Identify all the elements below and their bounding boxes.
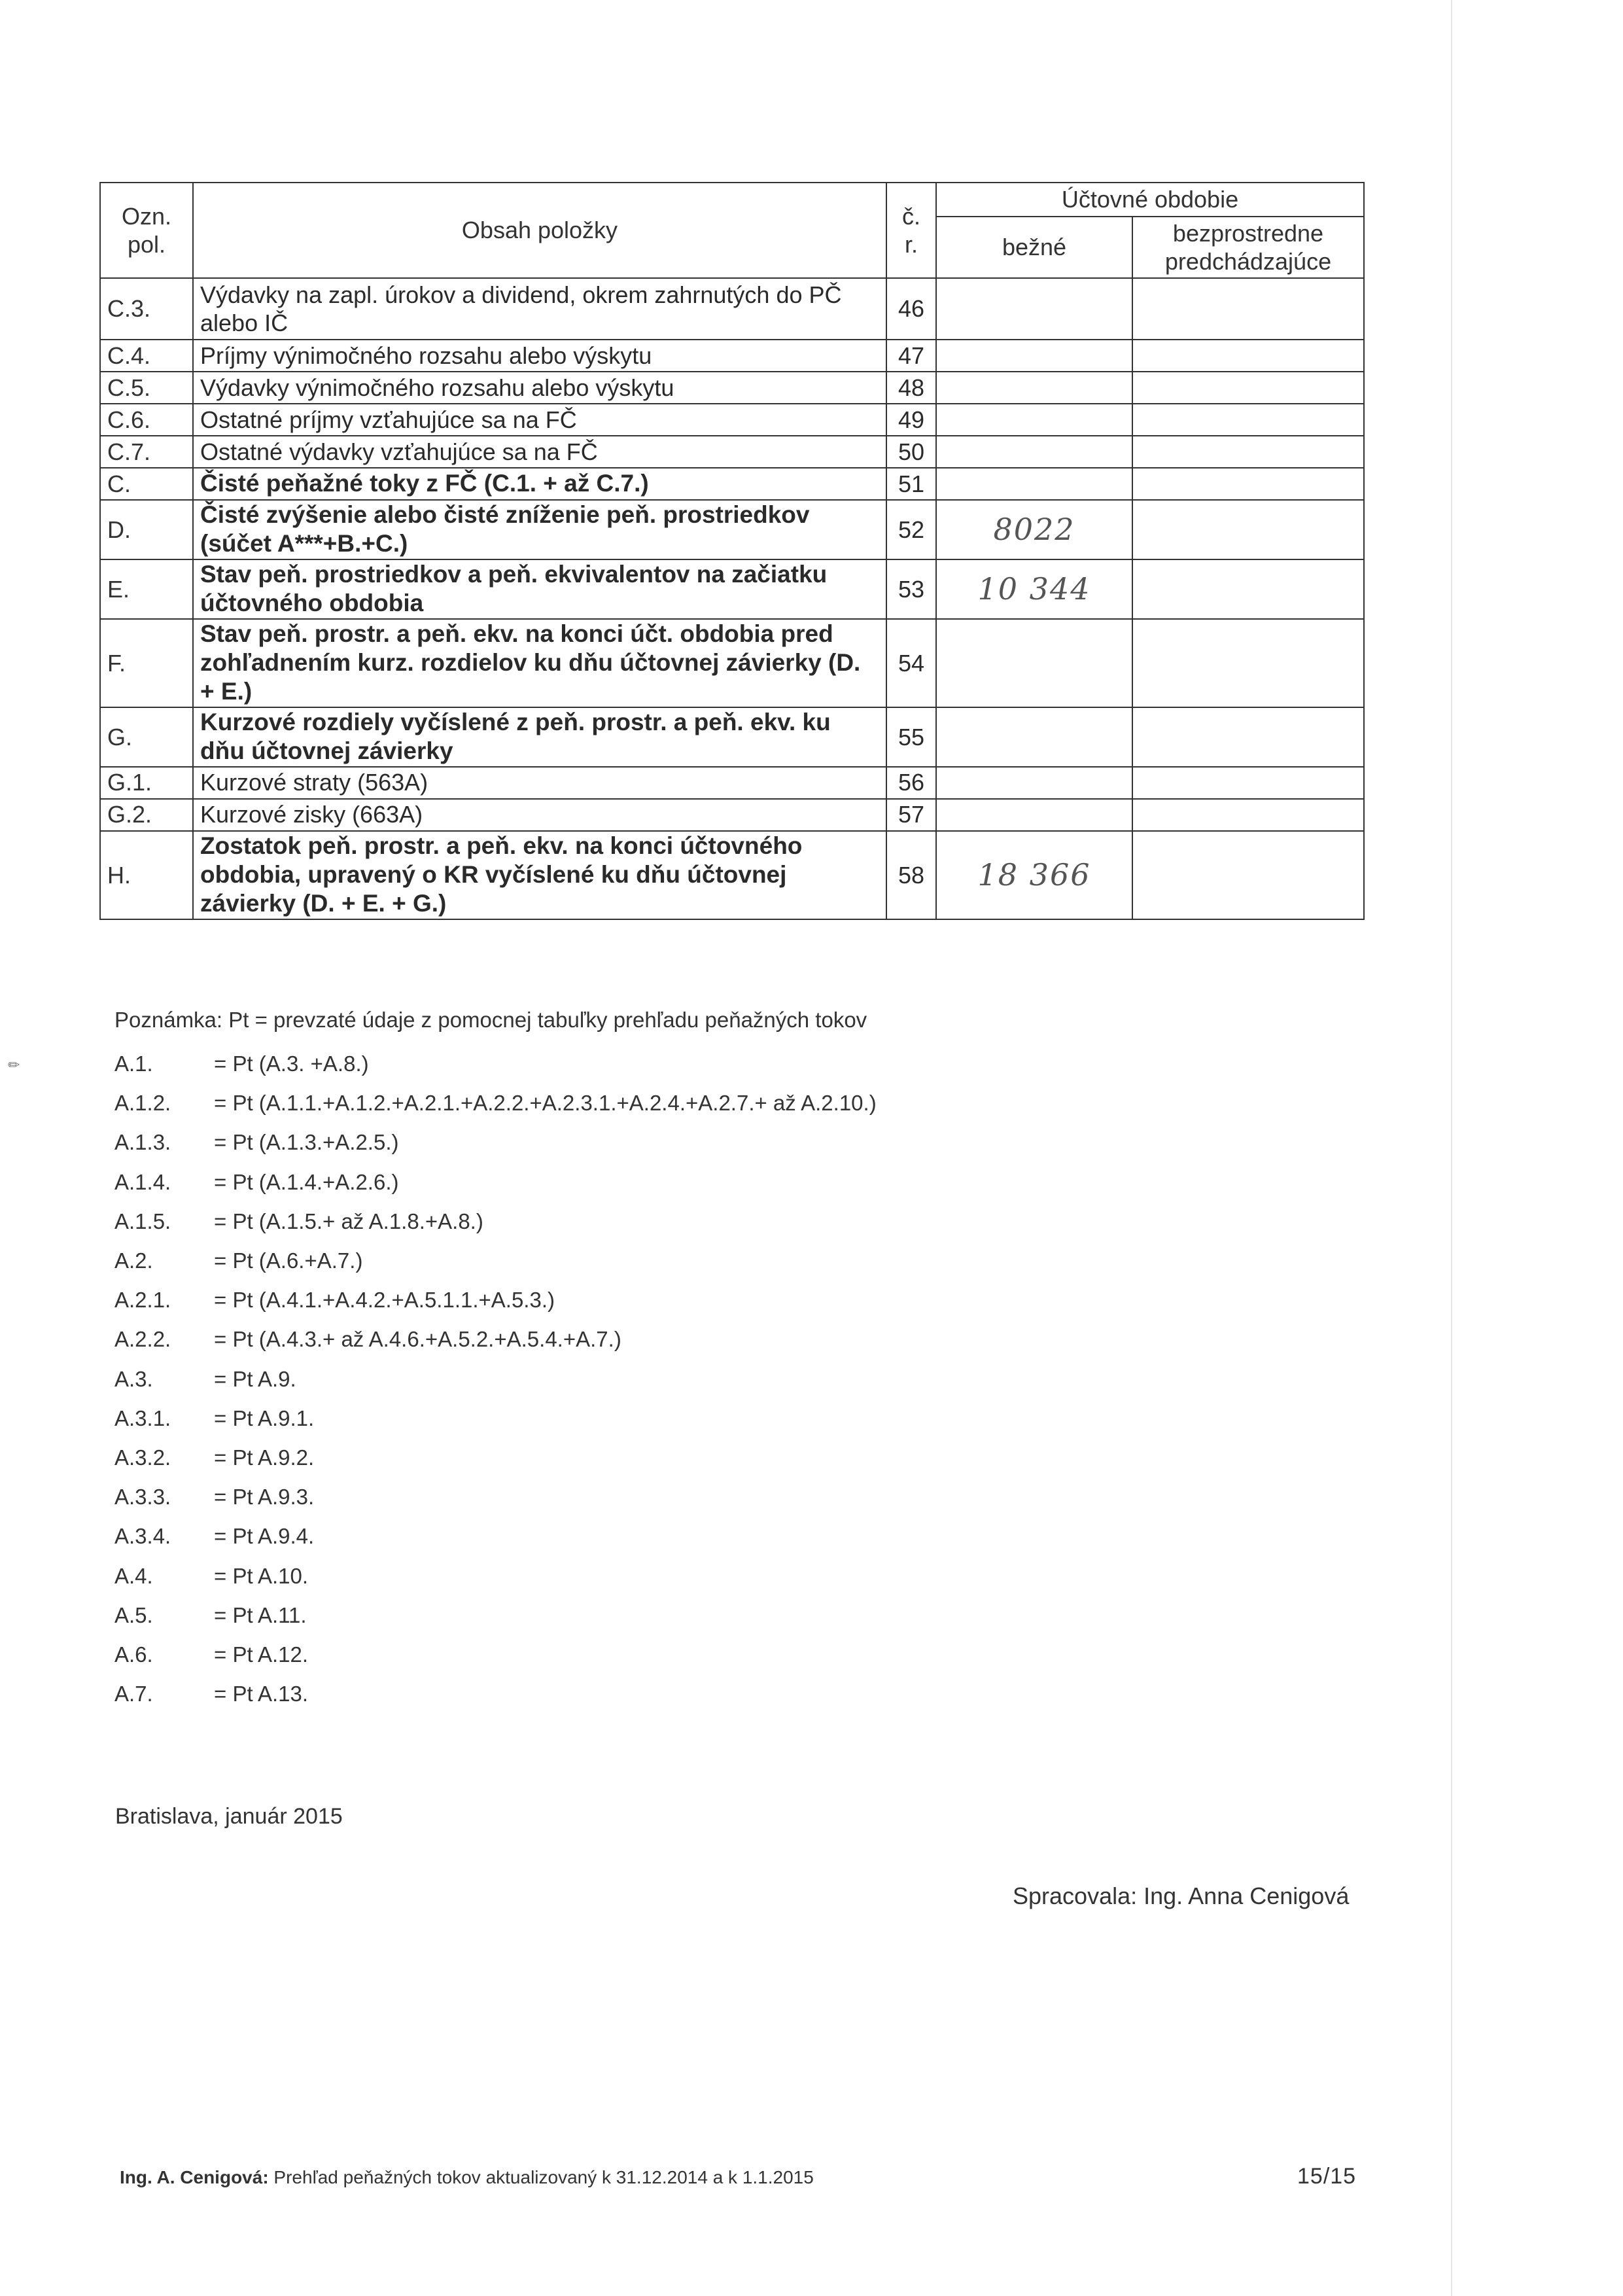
note-item <box>114 1280 877 1320</box>
notes <box>114 1008 877 1714</box>
table-row <box>100 559 1364 619</box>
table-row <box>100 340 1364 372</box>
header-period: Účtovné obdobie <box>936 183 1364 217</box>
row-description: Kurzové straty (563A) <box>193 767 886 799</box>
note-formula: = Pt (A.1.3.+A.2.5.) <box>214 1130 399 1155</box>
row-code: F. <box>100 619 193 707</box>
row-current-value: 18 366 <box>936 831 1132 919</box>
scan-mark: ✏ <box>8 1057 20 1073</box>
row-code: E. <box>100 559 193 619</box>
row-description: Výdavky výnimočného rozsahu alebo výskytu <box>193 372 886 404</box>
table-row <box>100 831 1364 919</box>
row-current-value <box>936 278 1132 340</box>
note-item <box>114 1556 877 1595</box>
row-number: 51 <box>886 468 936 500</box>
note-item <box>114 1320 877 1359</box>
note-code: A.2.1. <box>114 1288 171 1313</box>
notes-list <box>114 1044 877 1714</box>
note-formula: = Pt (A.6.+A.7.) <box>214 1248 363 1273</box>
note-item <box>114 1360 877 1399</box>
note-formula: = Pt A.9. <box>214 1366 296 1391</box>
note-code: A.1.4. <box>114 1169 171 1194</box>
note-code: A.1.3. <box>114 1130 171 1155</box>
row-description: Čisté zvýšenie alebo čisté zníženie peň. prostriedkov (súčet A***+B.+C.) <box>193 500 886 559</box>
note-code: A.5. <box>114 1602 153 1627</box>
row-code: G. <box>100 707 193 767</box>
note-formula: = Pt A.9.4. <box>214 1524 315 1549</box>
note-code: A.1.5. <box>114 1209 171 1233</box>
row-code: C.5. <box>100 372 193 404</box>
row-description: Stav peň. prostr. a peň. ekv. na konci účt. obdobia pred zohľadnením kurz. rozdielov ku dňu účtovnej závierky (D. + E.) <box>193 619 886 707</box>
note-formula: = Pt A.13. <box>214 1682 309 1706</box>
row-number: 56 <box>886 767 936 799</box>
table-row <box>100 468 1364 500</box>
row-number: 57 <box>886 799 936 831</box>
row-number: 50 <box>886 436 936 468</box>
row-description: Čisté peňažné toky z FČ (C.1. + až C.7.) <box>193 468 886 500</box>
row-previous-value <box>1132 436 1364 468</box>
row-code: G.2. <box>100 799 193 831</box>
header-previous: bezprostredne predchádzajúce <box>1132 217 1364 278</box>
note-code: A.1. <box>114 1051 153 1076</box>
row-current-value <box>936 340 1132 372</box>
footer <box>120 2167 814 2188</box>
note-item <box>114 1044 877 1084</box>
row-code: C.6. <box>100 404 193 436</box>
note-code: A.3.1. <box>114 1405 171 1430</box>
table-row <box>100 372 1364 404</box>
row-description: Kurzové zisky (663A) <box>193 799 886 831</box>
header-current: bežné <box>936 217 1132 278</box>
row-current-value <box>936 436 1132 468</box>
note-formula: = Pt A.10. <box>214 1563 309 1588</box>
row-code: G.1. <box>100 767 193 799</box>
row-previous-value <box>1132 500 1364 559</box>
row-current-value <box>936 619 1132 707</box>
note-formula: = Pt A.9.2. <box>214 1445 315 1470</box>
note-item <box>114 1163 877 1202</box>
note-item <box>114 1084 877 1123</box>
row-current-value <box>936 468 1132 500</box>
row-current-value <box>936 767 1132 799</box>
row-previous-value <box>1132 767 1364 799</box>
row-code: C.7. <box>100 436 193 468</box>
scan-edge <box>1451 0 1452 2296</box>
row-description: Ostatné výdavky vzťahujúce sa na FČ <box>193 436 886 468</box>
row-number: 55 <box>886 707 936 767</box>
row-number: 58 <box>886 831 936 919</box>
header-code: Ozn. pol. <box>100 183 193 278</box>
row-current-value <box>936 404 1132 436</box>
row-code: H. <box>100 831 193 919</box>
table-row <box>100 500 1364 559</box>
row-current-value <box>936 707 1132 767</box>
header-content: Obsah položky <box>193 183 886 278</box>
row-code: C.3. <box>100 278 193 340</box>
row-code: C.4. <box>100 340 193 372</box>
row-description: Ostatné príjmy vzťahujúce sa na FČ <box>193 404 886 436</box>
note-formula: = Pt (A.1.5.+ až A.1.8.+A.8.) <box>214 1209 483 1233</box>
header-row-number: č. r. <box>886 183 936 278</box>
row-previous-value <box>1132 372 1364 404</box>
row-number: 53 <box>886 559 936 619</box>
note-code: A.4. <box>114 1563 153 1588</box>
row-number: 48 <box>886 372 936 404</box>
table-row <box>100 707 1364 767</box>
row-current-value <box>936 799 1132 831</box>
note-item <box>114 1517 877 1556</box>
note-item <box>114 1635 877 1674</box>
row-description: Stav peň. prostriedkov a peň. ekvivalentov na začiatku účtovného obdobia <box>193 559 886 619</box>
note-code: A.6. <box>114 1642 153 1667</box>
place-date: Bratislava, január 2015 <box>115 1804 343 1829</box>
row-previous-value <box>1132 468 1364 500</box>
row-code: D. <box>100 500 193 559</box>
note-code: A.3.3. <box>114 1485 171 1510</box>
row-previous-value <box>1132 707 1364 767</box>
row-description: Zostatok peň. prostr. a peň. ekv. na konci účtovného obdobia, upravený o KR vyčíslené ku dňu účtovnej závierky (D. + E. + G.) <box>193 831 886 919</box>
table-row <box>100 436 1364 468</box>
note-code: A.3.4. <box>114 1524 171 1549</box>
row-previous-value <box>1132 278 1364 340</box>
row-previous-value <box>1132 831 1364 919</box>
page-number: 15/15 <box>1297 2164 1357 2189</box>
footer-author: Ing. A. Cenigová: <box>120 2167 269 2187</box>
note-formula: = Pt (A.4.1.+A.4.2.+A.5.1.1.+A.5.3.) <box>214 1288 555 1313</box>
note-code: A.2. <box>114 1248 153 1273</box>
row-current-value: 10 344 <box>936 559 1132 619</box>
note-formula: = Pt A.12. <box>214 1642 309 1667</box>
note-item <box>114 1477 877 1517</box>
note-item <box>114 1202 877 1241</box>
footer-text: Prehľad peňažných tokov aktualizovaný k 31.12.2014 a k 1.1.2015 <box>273 2167 814 2187</box>
table-row <box>100 278 1364 340</box>
table-row <box>100 619 1364 707</box>
row-description: Kurzové rozdiely vyčíslené z peň. prostr. a peň. ekv. ku dňu účtovnej závierky <box>193 707 886 767</box>
row-number: 47 <box>886 340 936 372</box>
row-previous-value <box>1132 559 1364 619</box>
row-previous-value <box>1132 799 1364 831</box>
table-row <box>100 404 1364 436</box>
note-item <box>114 1399 877 1438</box>
row-description: Výdavky na zapl. úrokov a dividend, okrem zahrnutých do PČ alebo IČ <box>193 278 886 340</box>
note-code: A.3. <box>114 1366 153 1391</box>
notes-title: Poznámka: Pt = prevzaté údaje z pomocnej tabuľky prehľadu peňažných tokov <box>114 1008 867 1032</box>
row-previous-value <box>1132 404 1364 436</box>
row-previous-value <box>1132 619 1364 707</box>
row-code: C. <box>100 468 193 500</box>
note-formula: = Pt A.9.1. <box>214 1405 315 1430</box>
note-formula: = Pt A.11. <box>214 1602 307 1627</box>
note-formula: = Pt (A.1.1.+A.1.2.+A.2.1.+A.2.2.+A.2.3.1.+A.2.4.+A.2.7.+ až A.2.10.) <box>214 1091 877 1116</box>
note-formula: = Pt A.9.3. <box>214 1485 315 1510</box>
row-number: 54 <box>886 619 936 707</box>
row-current-value: 8022 <box>936 500 1132 559</box>
row-number: 46 <box>886 278 936 340</box>
note-code: A.7. <box>114 1682 153 1706</box>
note-item <box>114 1123 877 1162</box>
note-formula: = Pt (A.1.4.+A.2.6.) <box>214 1169 399 1194</box>
table-row <box>100 767 1364 799</box>
note-item <box>114 1241 877 1280</box>
table-row <box>100 799 1364 831</box>
note-code: A.3.2. <box>114 1445 171 1470</box>
note-code: A.2.2. <box>114 1327 171 1352</box>
row-current-value <box>936 372 1132 404</box>
row-number: 49 <box>886 404 936 436</box>
note-formula: = Pt (A.4.3.+ až A.4.6.+A.5.2.+A.5.4.+A.7.) <box>214 1327 621 1352</box>
note-formula: = Pt (A.3. +A.8.) <box>214 1051 369 1076</box>
row-number: 52 <box>886 500 936 559</box>
note-item <box>114 1596 877 1635</box>
note-code: A.1.2. <box>114 1091 171 1116</box>
row-previous-value <box>1132 340 1364 372</box>
processed-by: Spracovala: Ing. Anna Cenigová <box>1013 1882 1350 1909</box>
note-item <box>114 1438 877 1477</box>
cash-flow-table <box>99 182 1365 920</box>
note-item <box>114 1674 877 1714</box>
row-description: Príjmy výnimočného rozsahu alebo výskytu <box>193 340 886 372</box>
